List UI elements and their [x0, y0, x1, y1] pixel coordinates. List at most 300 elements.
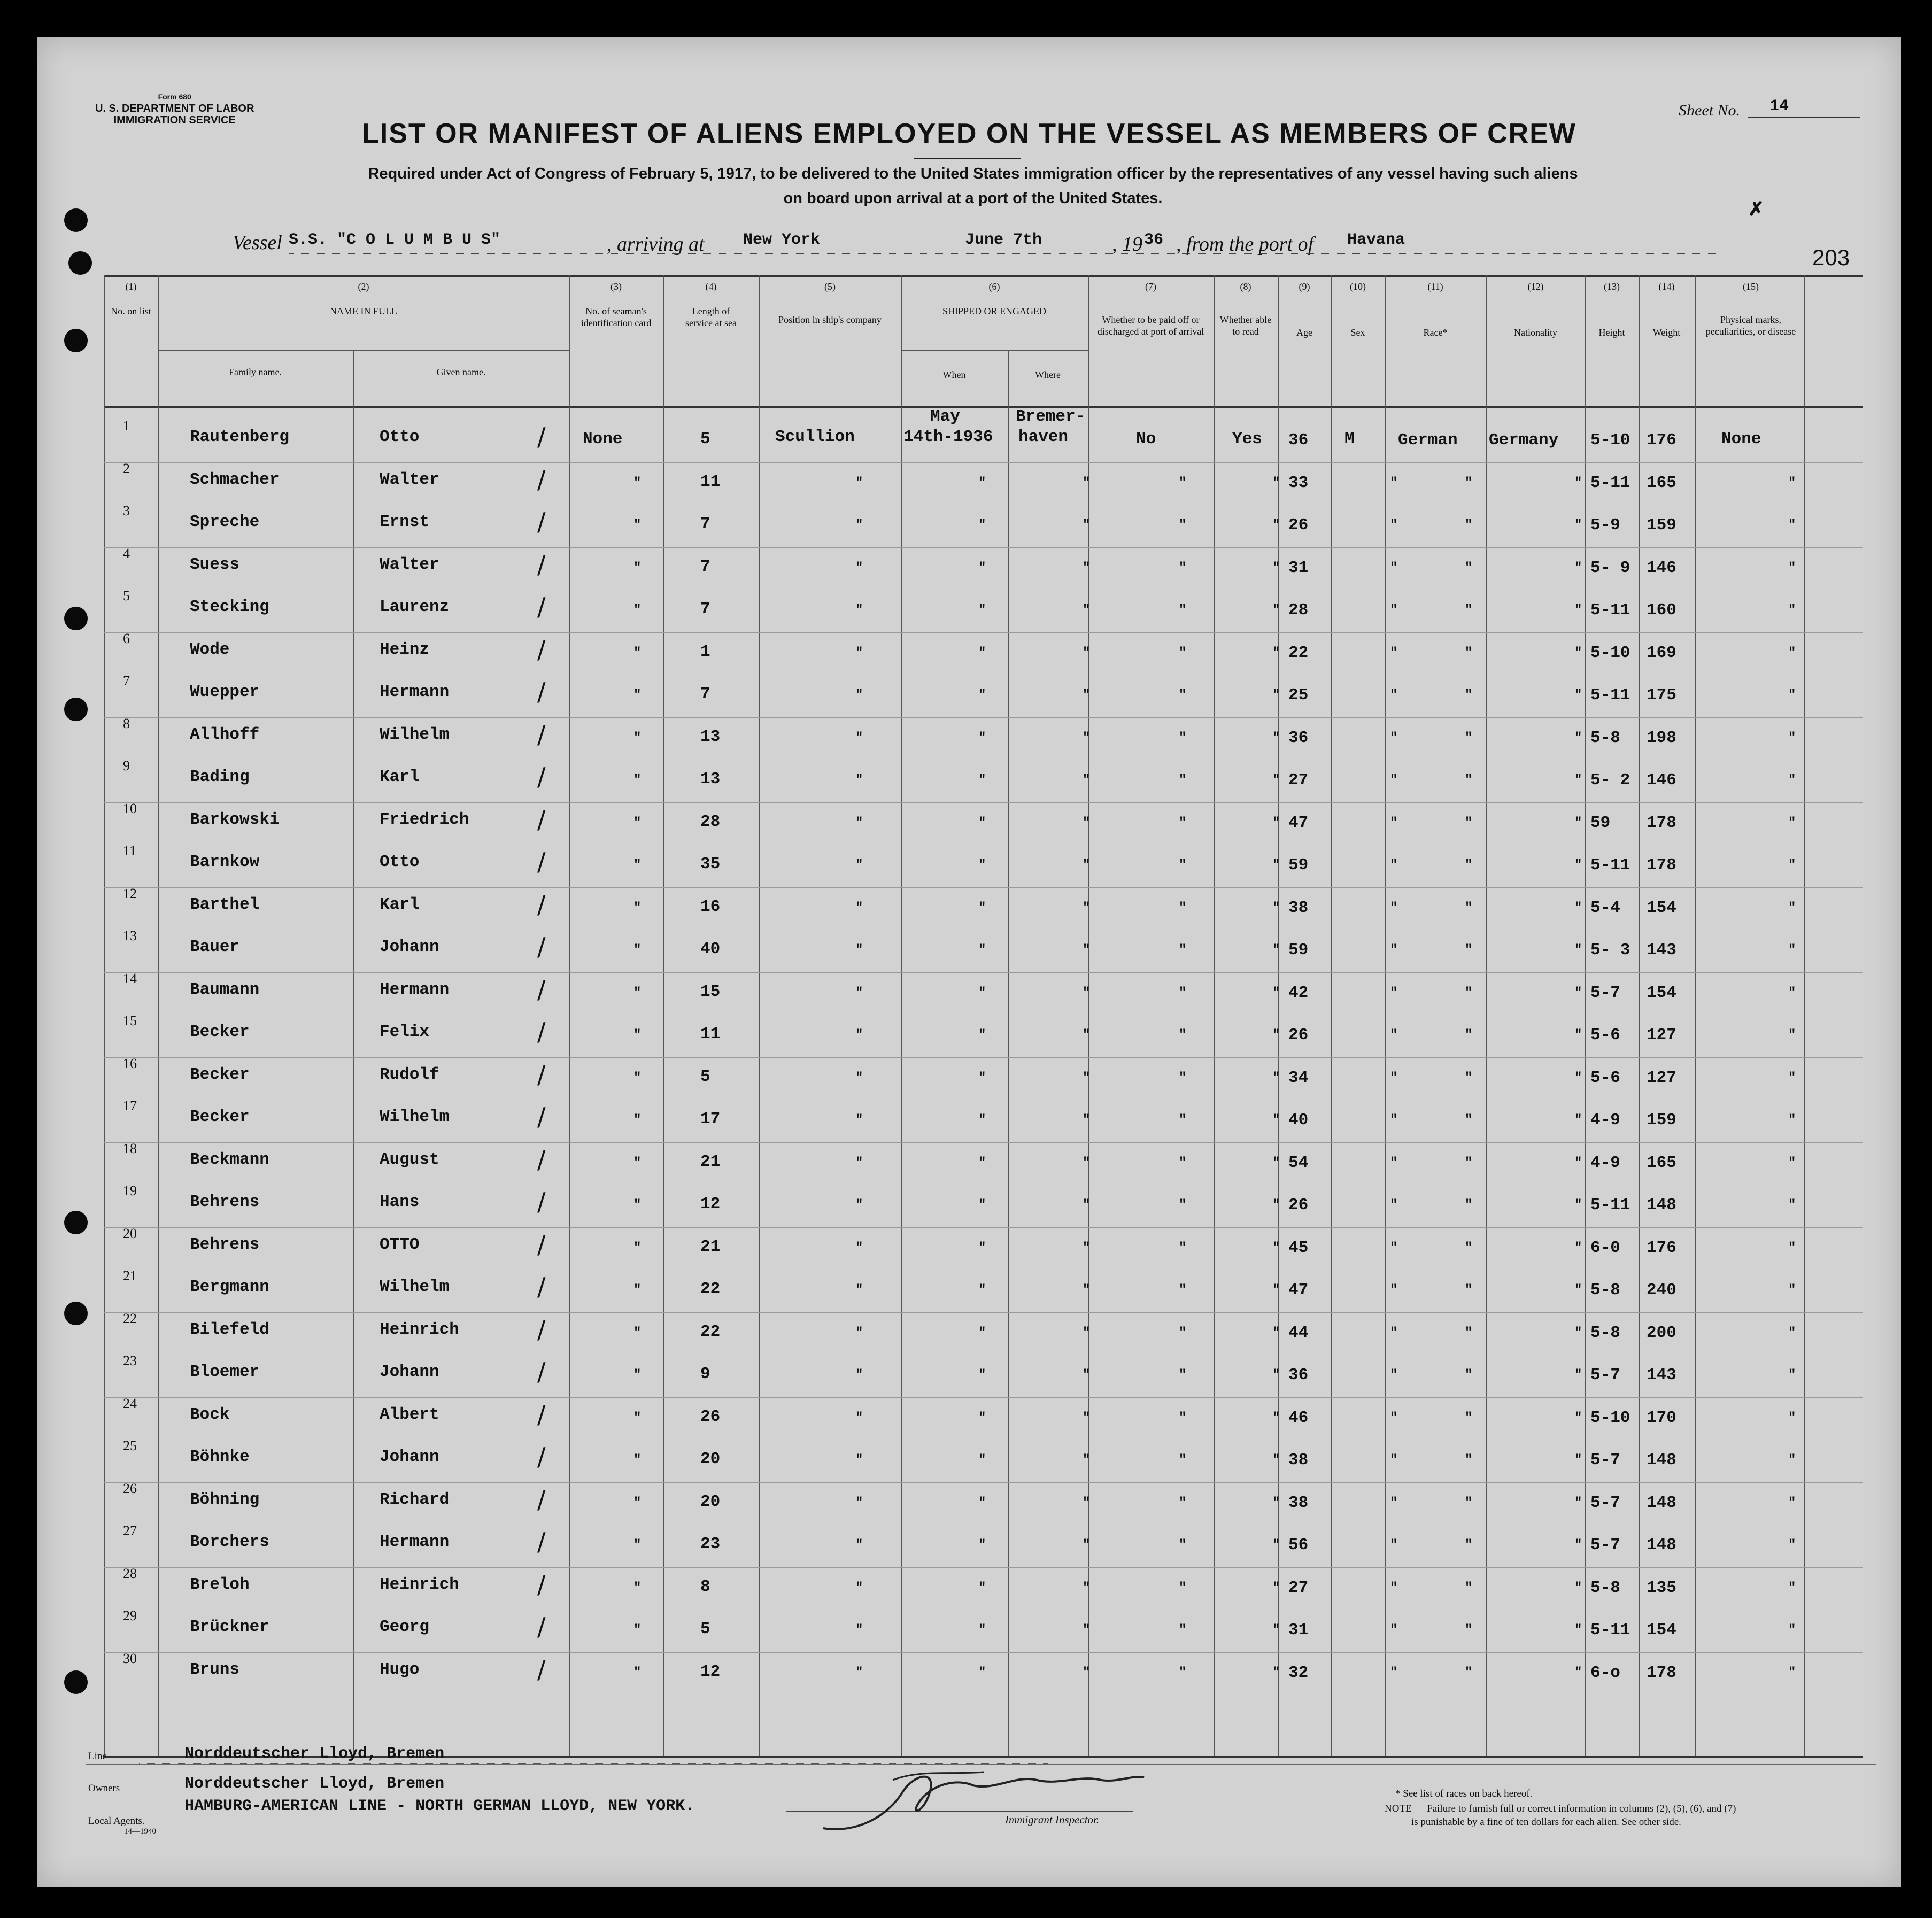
given-name: Hermann	[380, 980, 450, 999]
id-card-ditto: "	[633, 1580, 642, 1595]
id-card-ditto: "	[633, 1368, 642, 1382]
id-card-ditto: "	[633, 773, 642, 787]
id-card-ditto: "	[633, 1538, 642, 1552]
paid-off-ditto: "	[1179, 943, 1187, 957]
physical-marks-ditto: "	[1788, 1070, 1796, 1085]
able-to-read-ditto: "	[1272, 900, 1280, 915]
row-number: 21	[123, 1268, 137, 1283]
check-mark: /	[537, 1569, 546, 1599]
family-name: Becker	[190, 1108, 250, 1126]
row-number: 10	[123, 800, 137, 816]
id-card-ditto: "	[633, 900, 642, 915]
check-mark: /	[537, 422, 546, 451]
header-given-name: Given name.	[436, 367, 486, 377]
sex-ditto: "	[1390, 475, 1398, 490]
id-card-ditto: "	[633, 730, 642, 745]
shipped-where-ditto: "	[1083, 1495, 1091, 1510]
col-divider	[1585, 275, 1586, 1756]
service-years: 21	[700, 1237, 721, 1256]
header-col-10: (10) Sex	[1350, 281, 1366, 338]
note-line-1: NOTE — Failure to furnish full or correct information in columns (2), (5), (6), and (7)	[1385, 1803, 1736, 1814]
race-ditto: "	[1465, 773, 1473, 787]
header-col-12: (12) Nationality	[1514, 281, 1557, 338]
check-mark: /	[537, 890, 546, 919]
family-name: Behrens	[190, 1235, 260, 1254]
age: 27	[1288, 1578, 1309, 1597]
age: 27	[1288, 771, 1309, 790]
shipped-subheader-line	[901, 350, 1088, 351]
height: 5-4	[1590, 898, 1620, 917]
race-ditto: "	[1465, 1453, 1473, 1467]
sex-ditto: "	[1390, 815, 1398, 830]
given-name: Wilhelm	[380, 1278, 450, 1296]
service-years: 5	[700, 1620, 710, 1638]
col-divider	[158, 275, 159, 1756]
shipped-where-ditto: "	[1083, 1410, 1091, 1425]
header-where: Where	[1035, 369, 1061, 380]
race-ditto: "	[1465, 1623, 1473, 1637]
row-number: 11	[123, 843, 137, 859]
weight: 178	[1647, 813, 1676, 832]
shipped-when-ditto: "	[978, 1453, 986, 1467]
position-ditto: "	[855, 773, 863, 787]
height: 5- 2	[1590, 771, 1630, 790]
shipped-where-ditto: "	[1083, 1113, 1091, 1127]
shipped-when-ditto: "	[978, 1325, 986, 1340]
able-to-read-ditto: "	[1272, 1368, 1280, 1382]
paid-off-ditto: "	[1179, 1155, 1187, 1170]
service-years: 8	[700, 1577, 710, 1596]
check-mark: /	[537, 1654, 546, 1684]
physical-marks-ditto: "	[1788, 773, 1796, 787]
arrival-port: New York	[743, 231, 821, 249]
shipped-when: May	[930, 407, 960, 426]
sex-ditto: "	[1390, 1538, 1398, 1552]
race-ditto: "	[1465, 1283, 1473, 1297]
weight: 200	[1647, 1323, 1676, 1342]
given-name: Wilhelm	[380, 725, 450, 744]
nationality: Germany	[1489, 431, 1559, 450]
service-years: 1	[700, 642, 710, 661]
col-divider	[1214, 275, 1215, 1756]
service-years: 9	[700, 1365, 710, 1383]
paid-off-ditto: "	[1179, 603, 1187, 617]
header-col-3: (3) No. of seaman's identification card	[581, 281, 652, 328]
nationality-ditto: "	[1574, 1198, 1582, 1212]
name-subheader-line	[158, 350, 569, 351]
shipped-where-ditto: "	[1083, 1070, 1091, 1085]
race-ditto: "	[1465, 1155, 1473, 1170]
paid-off-ditto: "	[1179, 1198, 1187, 1212]
check-mark: /	[537, 1059, 546, 1089]
header-bottom-border	[104, 406, 1863, 408]
given-name: Otto	[380, 853, 420, 871]
subtitle-line-1: Required under Act of Congress of February 5, 1917, to be delivered to the United States immigration officer by the representatives of any vessel having such aliens	[368, 165, 1578, 182]
height: 5-11	[1590, 686, 1630, 705]
col-divider	[1639, 275, 1640, 1756]
physical-marks-ditto: "	[1788, 475, 1796, 490]
shipped-when-ditto: "	[978, 1113, 986, 1127]
given-name: Walter	[380, 470, 439, 489]
punch-hole	[64, 208, 88, 232]
position-ditto: "	[855, 730, 863, 745]
weight: 146	[1647, 558, 1676, 577]
family-name: Bilefeld	[190, 1320, 269, 1339]
shipped-where-ditto: "	[1083, 730, 1091, 745]
physical-marks-ditto: "	[1788, 815, 1796, 830]
shipped-where-ditto: "	[1083, 1283, 1091, 1297]
position-ditto: "	[855, 1070, 863, 1085]
able-to-read-ditto: "	[1272, 815, 1280, 830]
age: 47	[1288, 813, 1309, 832]
check-mark: /	[537, 847, 546, 876]
shipped-where-ditto: "	[1083, 475, 1091, 490]
col-divider	[901, 275, 902, 1756]
shipped-where-ditto: "	[1083, 1198, 1091, 1212]
position-ditto: "	[855, 1240, 863, 1255]
agents-label: Local Agents.	[88, 1815, 145, 1827]
age: 25	[1288, 686, 1309, 705]
family-name: Barkowski	[190, 810, 280, 829]
physical-marks-ditto: "	[1788, 518, 1796, 532]
shipped-when-ditto: "	[978, 858, 986, 872]
weight: 176	[1647, 1238, 1676, 1257]
race-ditto: "	[1465, 688, 1473, 702]
nationality-ditto: "	[1574, 688, 1582, 702]
weight: 178	[1647, 856, 1676, 875]
shipped-where-ditto: "	[1083, 858, 1091, 872]
service-years: 16	[700, 897, 721, 916]
check-mark: /	[537, 635, 546, 664]
race-ditto: "	[1465, 1325, 1473, 1340]
service-name: IMMIGRATION SERVICE	[113, 114, 236, 126]
physical-marks-ditto: "	[1788, 1325, 1796, 1340]
age: 26	[1288, 516, 1309, 535]
paid-off-ditto: "	[1179, 730, 1187, 745]
paid-off-ditto: "	[1179, 1240, 1187, 1255]
position-ditto: "	[855, 1325, 863, 1340]
height: 5-10	[1590, 431, 1630, 450]
height: 5-6	[1590, 1068, 1620, 1087]
nationality-ditto: "	[1574, 1623, 1582, 1637]
family-name: Stecking	[190, 598, 269, 616]
id-card: None	[583, 430, 623, 448]
header-family-name: Family name.	[229, 367, 282, 377]
able-to-read-ditto: "	[1272, 560, 1280, 575]
check-mark: /	[537, 1484, 546, 1514]
given-name: Heinrich	[380, 1575, 459, 1594]
height: 5- 9	[1590, 558, 1630, 577]
nationality-ditto: "	[1574, 1070, 1582, 1085]
row-number: 27	[123, 1523, 137, 1538]
family-name: Barthel	[190, 895, 260, 914]
col-divider	[1385, 275, 1386, 1756]
service-years: 40	[700, 940, 721, 958]
sex-ditto: "	[1390, 1325, 1398, 1340]
family-name: Brückner	[190, 1618, 269, 1636]
family-name: Becker	[190, 1023, 250, 1041]
header-col-8: (8) Whether able to read	[1219, 281, 1272, 337]
arrival-year: 36	[1144, 231, 1164, 249]
weight: 154	[1647, 898, 1676, 917]
punch-hole	[64, 1670, 88, 1694]
row-rule	[104, 972, 1863, 973]
able-to-read-ditto: "	[1272, 773, 1280, 787]
check-mark: /	[537, 1144, 546, 1174]
nationality-ditto: "	[1574, 1028, 1582, 1042]
given-name: Hugo	[380, 1660, 420, 1679]
position-ditto: "	[855, 645, 863, 660]
sex-ditto: "	[1390, 1368, 1398, 1382]
family-name: Schmacher	[190, 470, 280, 489]
header-col-2: (2) NAME IN FULL	[330, 281, 397, 316]
shipped-where-ditto: "	[1083, 1155, 1091, 1170]
owners-label: Owners	[88, 1783, 120, 1794]
given-name: Felix	[380, 1023, 430, 1041]
shipped-when: 14th-1936	[903, 428, 993, 446]
agents-value: HAMBURG-AMERICAN LINE - NORTH GERMAN LLOYD, NEW YORK.	[184, 1797, 695, 1815]
header-when: When	[942, 369, 966, 380]
shipped-where-ditto: "	[1083, 688, 1091, 702]
check-mark: /	[537, 1017, 546, 1046]
height: 5-7	[1590, 1451, 1620, 1470]
physical-marks-ditto: "	[1788, 1113, 1796, 1127]
family-name: Bock	[190, 1405, 230, 1424]
age: 38	[1288, 1451, 1309, 1470]
given-name: Johann	[380, 1448, 439, 1466]
height: 5-11	[1590, 1621, 1630, 1639]
row-number: 23	[123, 1353, 137, 1368]
service-years: 23	[700, 1535, 721, 1553]
given-name: Albert	[380, 1405, 439, 1424]
weight: 154	[1647, 1621, 1676, 1639]
age: 31	[1288, 1621, 1309, 1639]
given-name: Karl	[380, 895, 420, 914]
height: 5-8	[1590, 1323, 1620, 1342]
nationality-ditto: "	[1574, 1453, 1582, 1467]
able-to-read-ditto: "	[1272, 1155, 1280, 1170]
position-ditto: "	[855, 603, 863, 617]
check-mark: /	[537, 592, 546, 621]
owners-value: Norddeutscher Lloyd, Bremen	[184, 1775, 445, 1793]
paid-off-ditto: "	[1179, 858, 1187, 872]
weight: 240	[1647, 1281, 1676, 1300]
height: 5-11	[1590, 473, 1630, 492]
family-name: Suess	[190, 555, 240, 574]
row-number: 3	[123, 503, 130, 519]
row-rule	[104, 802, 1863, 803]
family-name: Bloemer	[190, 1363, 260, 1381]
header-col-13: (13) Height	[1598, 281, 1625, 338]
check-mark: /	[537, 932, 546, 961]
race-ditto: "	[1465, 645, 1473, 660]
weight: 148	[1647, 1493, 1676, 1512]
header-col-11: (11) Race*	[1423, 281, 1448, 338]
shipped-when-ditto: "	[978, 1283, 986, 1297]
header-col-7: (7) Whether to be paid off or discharged at port of arrival	[1097, 281, 1204, 337]
shipped-where: Bremer-	[1016, 407, 1086, 426]
family-name: Böhnke	[190, 1448, 250, 1466]
given-name: Hans	[380, 1193, 420, 1211]
sex-ditto: "	[1390, 858, 1398, 872]
header-col-15: (15) Physical marks, peculiarities, or disease	[1705, 281, 1796, 337]
check-mark: /	[537, 677, 546, 706]
shipped-when-ditto: "	[978, 1070, 986, 1085]
sex-ditto: "	[1390, 985, 1398, 1000]
weight: 127	[1647, 1068, 1676, 1087]
note-line-2: is punishable by a fine of ten dollars for each alien. See other side.	[1411, 1816, 1681, 1828]
physical-marks-ditto: "	[1788, 1623, 1796, 1637]
paid-off-ditto: "	[1179, 1113, 1187, 1127]
able-to-read-ditto: "	[1272, 1198, 1280, 1212]
shipped-where-ditto: "	[1083, 815, 1091, 830]
able-to-read-ditto: "	[1272, 1538, 1280, 1552]
given-name: Heinrich	[380, 1320, 459, 1339]
shipped-where-ditto: "	[1083, 1325, 1091, 1340]
physical-marks-ditto: "	[1788, 1453, 1796, 1467]
check-mark: /	[537, 720, 546, 749]
service-years: 22	[700, 1280, 721, 1298]
able-to-read-ditto: "	[1272, 475, 1280, 490]
id-card-ditto: "	[633, 645, 642, 660]
shipped-where-ditto: "	[1083, 1665, 1091, 1680]
physical-marks-ditto: "	[1788, 1198, 1796, 1212]
family-name: Borchers	[190, 1533, 269, 1551]
position-ditto: "	[855, 900, 863, 915]
nationality-ditto: "	[1574, 518, 1582, 532]
row-number: 8	[123, 715, 130, 731]
family-name: Bading	[190, 768, 250, 786]
position-ditto: "	[855, 475, 863, 490]
shipped-when-ditto: "	[978, 773, 986, 787]
able-to-read-ditto: "	[1272, 645, 1280, 660]
age: 26	[1288, 1196, 1309, 1215]
id-card-ditto: "	[633, 943, 642, 957]
family-name: Spreche	[190, 513, 260, 531]
row-number: 15	[123, 1013, 137, 1028]
weight: 175	[1647, 686, 1676, 705]
id-card-ditto: "	[633, 1410, 642, 1425]
nationality-ditto: "	[1574, 603, 1582, 617]
given-name: Otto	[380, 428, 420, 446]
age: 26	[1288, 1026, 1309, 1045]
shipped-when-ditto: "	[978, 1028, 986, 1042]
age: 54	[1288, 1153, 1309, 1172]
punch-hole	[64, 329, 88, 352]
weight: 165	[1647, 1153, 1676, 1172]
row-number: 28	[123, 1565, 137, 1581]
weight: 143	[1647, 941, 1676, 960]
nationality-ditto: "	[1574, 1665, 1582, 1680]
header-col-6: (6) SHIPPED OR ENGAGED	[942, 281, 1046, 316]
punch-hole	[64, 698, 88, 721]
departure-port: Havana	[1347, 231, 1405, 249]
height: 6-o	[1590, 1663, 1620, 1682]
able-to-read-ditto: "	[1272, 518, 1280, 532]
physical-marks-ditto: "	[1788, 1580, 1796, 1595]
given-name: Walter	[380, 555, 439, 574]
weight: 127	[1647, 1026, 1676, 1045]
weight: 178	[1647, 1663, 1676, 1682]
height: 5-7	[1590, 1536, 1620, 1554]
shipped-where-ditto: "	[1083, 985, 1091, 1000]
race-ditto: "	[1465, 1538, 1473, 1552]
row-rule	[104, 1567, 1863, 1568]
age: 45	[1288, 1238, 1309, 1257]
weight: 148	[1647, 1451, 1676, 1470]
nationality-ditto: "	[1574, 1113, 1582, 1127]
line-value: Norddeutscher Lloyd, Bremen	[184, 1745, 445, 1763]
height: 5-11	[1590, 601, 1630, 620]
age: 33	[1288, 473, 1309, 492]
shipped-when-ditto: "	[978, 985, 986, 1000]
shipped-where-ditto: "	[1083, 773, 1091, 787]
id-card-ditto: "	[633, 1155, 642, 1170]
row-number: 5	[123, 588, 130, 604]
age: 38	[1288, 1493, 1309, 1512]
id-card-ditto: "	[633, 518, 642, 532]
check-mark: /	[537, 1442, 546, 1471]
nationality-ditto: "	[1574, 560, 1582, 575]
service-years: 28	[700, 812, 721, 831]
position-ditto: "	[855, 1623, 863, 1637]
physical-marks-ditto: "	[1788, 560, 1796, 575]
physical-marks-ditto: "	[1788, 1240, 1796, 1255]
col-divider	[1331, 275, 1332, 1756]
service-years: 12	[700, 1195, 721, 1213]
family-name: Breloh	[190, 1575, 250, 1594]
sex-ditto: "	[1390, 1028, 1398, 1042]
nationality-ditto: "	[1574, 475, 1582, 490]
position-ditto: "	[855, 688, 863, 702]
nationality-ditto: "	[1574, 1368, 1582, 1382]
row-rule	[104, 1057, 1863, 1058]
print-code: 14—1940	[124, 1827, 156, 1836]
height: 5-11	[1590, 1196, 1630, 1215]
height: 5- 3	[1590, 941, 1630, 960]
paid-off-ditto: "	[1179, 1368, 1187, 1382]
shipped-where-ditto: "	[1083, 943, 1091, 957]
row-rule	[104, 1227, 1863, 1228]
given-name: August	[380, 1150, 439, 1169]
family-name: Becker	[190, 1065, 250, 1084]
able-to-read-ditto: "	[1272, 688, 1280, 702]
row-number: 19	[123, 1183, 137, 1198]
sex-ditto: "	[1390, 900, 1398, 915]
service-years: 12	[700, 1662, 721, 1681]
physical-marks-ditto: "	[1788, 1028, 1796, 1042]
age: 59	[1288, 856, 1309, 875]
position-ditto: "	[855, 1368, 863, 1382]
position-ditto: "	[855, 518, 863, 532]
id-card-ditto: "	[633, 815, 642, 830]
physical-marks-ditto: "	[1788, 1155, 1796, 1170]
row-number: 6	[123, 630, 130, 646]
nationality-ditto: "	[1574, 1240, 1582, 1255]
row-rule	[104, 1397, 1863, 1398]
age: 36	[1288, 1366, 1309, 1385]
check-mark: /	[537, 975, 546, 1004]
able-to-read-ditto: "	[1272, 1665, 1280, 1680]
race-ditto: "	[1465, 815, 1473, 830]
given-name: Rudolf	[380, 1065, 439, 1084]
subtitle	[198, 161, 1748, 211]
given-name: Karl	[380, 768, 420, 786]
weight: 165	[1647, 473, 1676, 492]
shipped-when-ditto: "	[978, 518, 986, 532]
check-mark: /	[537, 1102, 546, 1131]
able-to-read-ditto: "	[1272, 1113, 1280, 1127]
